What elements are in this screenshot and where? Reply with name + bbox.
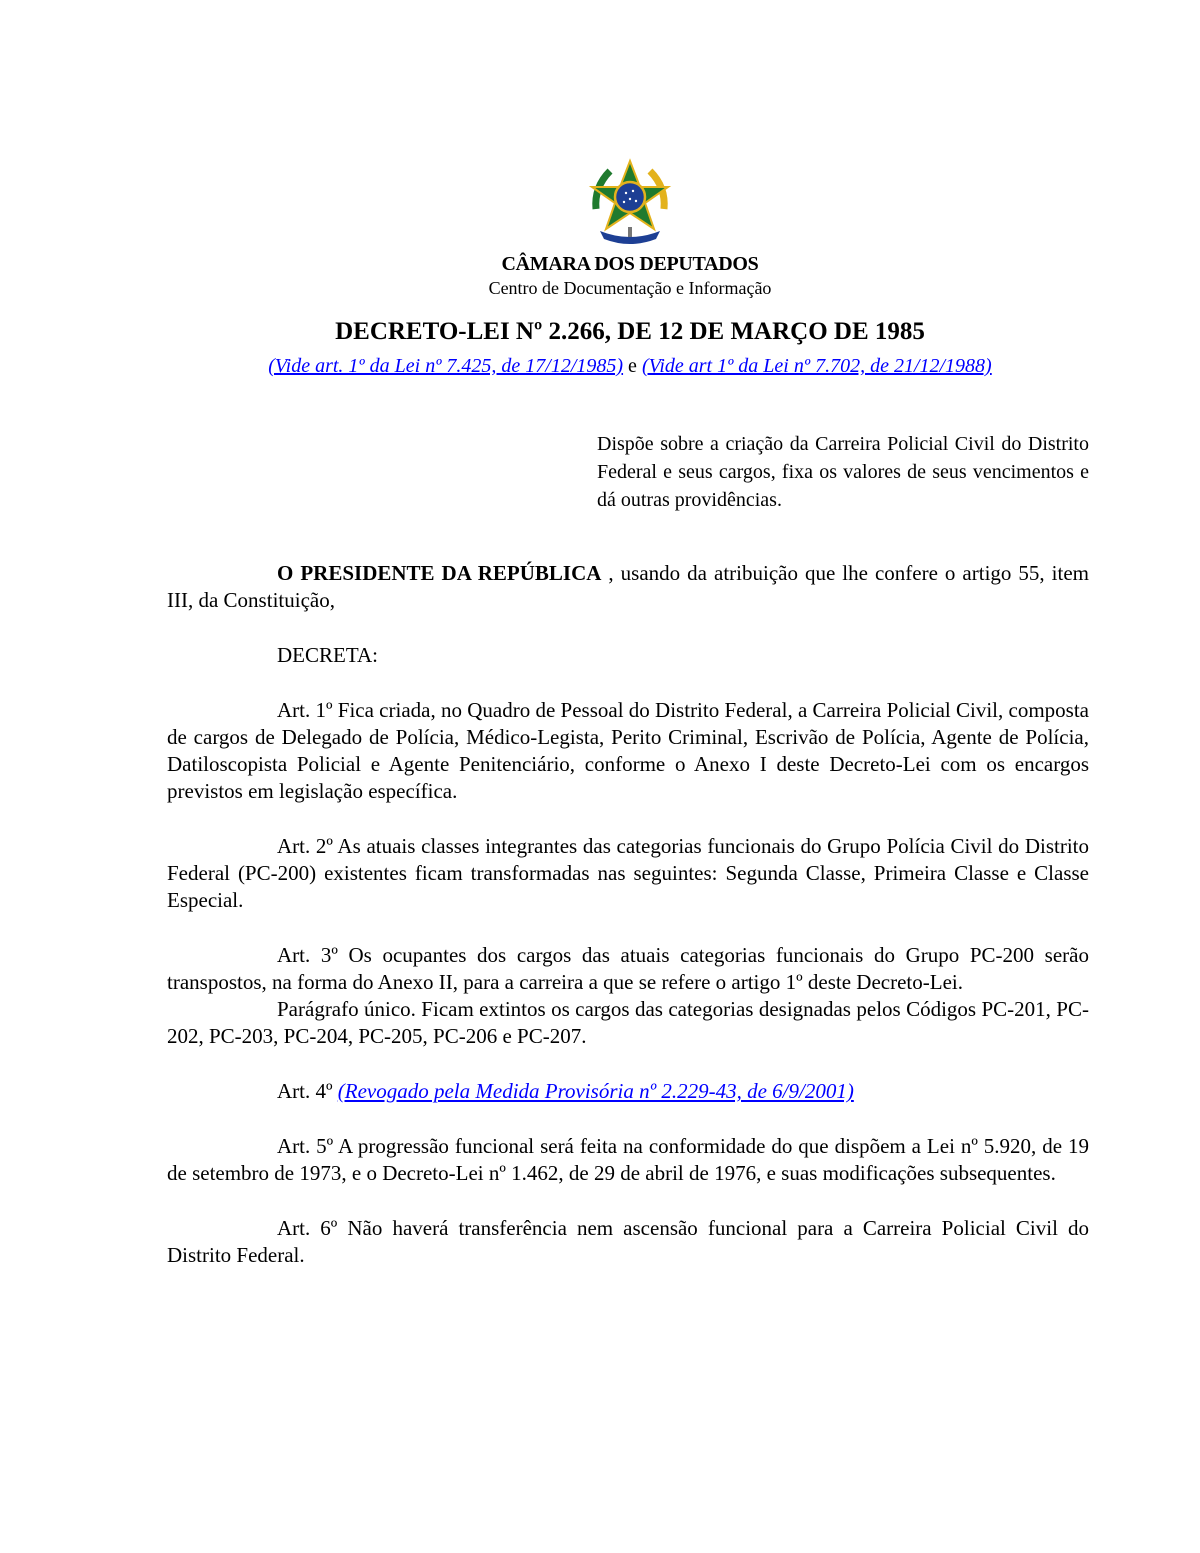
article-3: Art. 3º Os ocupantes dos cargos das atuais categorias funcionais do Grupo PC-200 serão transpostos, na forma do Anexo II, para a carreira a que se refere o artigo 1º deste Decreto-Lei.	[167, 943, 1089, 994]
article-1: Art. 1º Fica criada, no Quadro de Pessoal do Distrito Federal, a Carreira Policial Civil, composta de cargos de Delegado de Polícia, Médico-Legista, Perito Criminal, Escrivão de Polícia, Agente de Polícia, Datiloscopista Policial e Agente Penitenciário, conforme o Anexo I deste Decreto-Lei com os encargos previstos em legislação específica.	[167, 698, 1089, 803]
article-2: Art. 2º As atuais classes integrantes das categorias funcionais do Grupo Polícia Civil do Distrito Federal (PC-200) existentes ficam transformadas nas seguintes: Segunda Classe, Primeira Classe e Classe Especial.	[167, 834, 1089, 912]
document-title: DECRETO-LEI Nº 2.266, DE 12 DE MARÇO DE 1985	[335, 318, 925, 345]
vide-separator: e	[628, 355, 637, 377]
org-unit: Centro de Documentação e Informação	[488, 278, 772, 298]
brazil-coat-of-arms-icon	[586, 157, 674, 247]
ementa: Dispõe sobre a criação da Carreira Policial Civil do Distrito Federal e seus cargos, fixa os valores de seus vencimentos e dá outras providências.	[597, 433, 1089, 511]
article-4	[167, 1078, 1089, 1105]
preamble	[167, 560, 1089, 614]
article-5: Art. 5º A progressão funcional será feita na conformidade do que dispõem a Lei nº 5.920, de 19 de setembro de 1973, e o Decreto-Lei nº 1.462, de 29 de abril de 1976, e suas modificações subsequentes.	[167, 1134, 1089, 1185]
preamble-text: , usando da atribuição que lhe confere o artigo 55, item III, da Constituição,	[167, 561, 1089, 612]
document-body	[167, 560, 1089, 1269]
article-4-revoked-link[interactable]: (Revogado pela Medida Provisória nº 2.229-43, de 6/9/2001)	[337, 1079, 854, 1103]
vide-references	[0, 355, 1200, 378]
article-4-label: Art. 4º	[277, 1079, 333, 1103]
decreta: DECRETA:	[277, 643, 378, 667]
article-3-paragrafo: Parágrafo único. Ficam extintos os cargos das categorias designadas pelos Códigos PC-201, PC-202, PC-203, PC-204, PC-205, PC-206 e PC-207.	[167, 997, 1089, 1048]
preamble-president: O PRESIDENTE DA REPÚBLICA	[277, 561, 602, 585]
vide-link-lei-7702[interactable]: (Vide art 1º da Lei nº 7.702, de 21/12/1988)	[641, 355, 992, 377]
article-6: Art. 6º Não haverá transferência nem ascensão funcional para a Carreira Policial Civil do Distrito Federal.	[167, 1216, 1089, 1267]
org-name: CÂMARA DOS DEPUTADOS	[501, 253, 759, 275]
vide-link-lei-7425[interactable]: (Vide art. 1º da Lei nº 7.425, de 17/12/1985)	[268, 355, 624, 377]
